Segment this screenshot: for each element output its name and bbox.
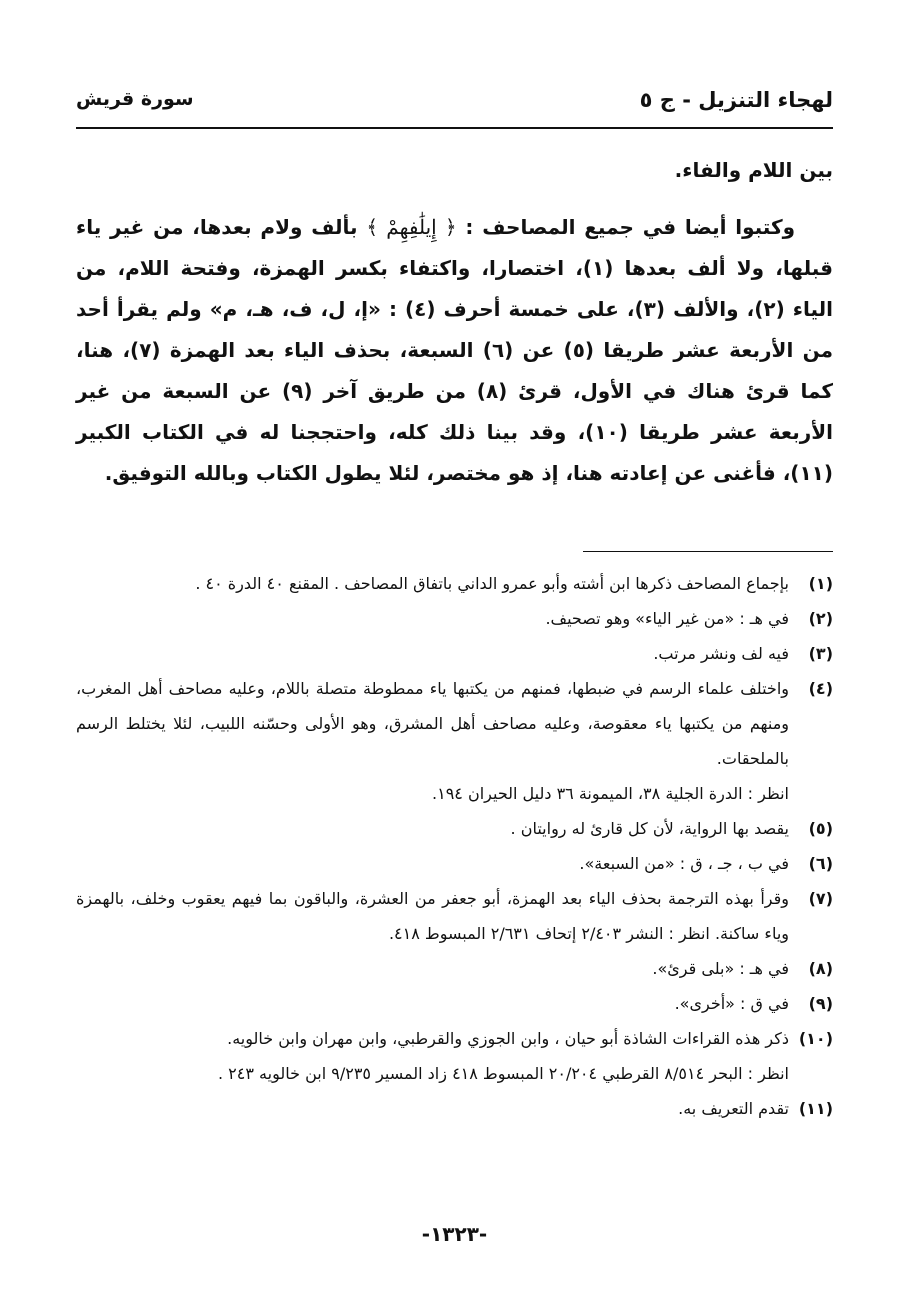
- paragraph-2-rest: بألف ولام بعدها، من غير ياء قبلها، ولا ألف بعدها (١)، اختصارا، واكتفاء بكسر الهمزة، وفتحة اللام، من الياء (٢)، والألف (٣)، على خمسة أحرف (٤) : «إ، ل، ف، هـ، م» ولم يقرأ أحد من الأربعة عشر طريقا (٥) عن (٦) السبعة، بحذف الياء بعد الهمزة (٧)، هنا، كما قرئ هناك في الأول، قرئ (٨) من طريق آخر (٩) عن السبعة من غير الأربعة عشر طريقا (١٠)، وقد بينا ذلك كله، واحتججنا له في الكتاب الكبير (١١)، فأغنى عن إعادته هنا، إذ هو مختصر، لئلا يطول الكتاب وبالله التوفيق.: [76, 215, 833, 485]
- footnote-7: [76, 881, 833, 951]
- footnote-text: واختلف علماء الرسم في ضبطها، فمنهم من يكتبها ياء ممطوطة متصلة باللام، وعليه مصاحف أهل المغرب، ومنهم من يكتبها ياء معقوصة، وعليه مصاحف أهل المشرق، وهو الأولى وحسّنه اللبيب، لئلا يختلط الرسم بالملحقات.: [76, 679, 789, 768]
- footnote-number: (٢): [808, 609, 833, 628]
- footnote-9: [76, 986, 833, 1021]
- footnote-number: (٨): [808, 959, 833, 978]
- footnote-2: [76, 601, 833, 636]
- footnote-text: في هـ : «من غير الياء» وهو تصحيف.: [545, 609, 789, 628]
- footnote-number: (٦): [808, 854, 833, 873]
- footnote-10-reference: انظر : البحر ٨/٥١٤ القرطبي ٢٠/٢٠٤ المبسوط ٤١٨ زاد المسير ٩/٢٣٥ ابن خالويه ٢٤٣ .: [218, 1064, 789, 1083]
- footnote-number: (١): [808, 574, 833, 593]
- paragraph-2-lead: وكتبوا أيضا في جميع المصاحف :: [456, 215, 796, 239]
- footnote-number: (٩): [808, 994, 833, 1013]
- footnote-4-reference: انظر : الدرة الجلية ٣٨، الميمونة ٣٦ دليل الحيران ١٩٤.: [432, 784, 789, 803]
- quran-word: ﴿ إِيلَٰفِهِمْ ﴾: [366, 215, 457, 239]
- footnote-text: في ب ، جـ ، ق : «من السبعة».: [579, 854, 789, 873]
- footnote-number: (٤): [808, 679, 833, 698]
- footnote-text: ذكر هذه القراءات الشاذة أبو حيان ، وابن الجوزي والقرطبي، وابن مهران وابن خالويه.: [227, 1029, 789, 1048]
- footnote-number: (٧): [808, 889, 833, 908]
- footnote-10: [76, 1021, 833, 1056]
- footnote-text: وقرأ بهذه الترجمة بحذف الياء بعد الهمزة، أبو جعفر من العشرة، والباقون بما فيهم يعقوب وخلف، بالهمزة وياء ساكنة. انظر : النشر ٢/٤٠٣ إتحاف ٢/٦٣١ المبسوط ٤١٨.: [76, 889, 789, 943]
- footnote-text: تقدم التعريف به.: [678, 1099, 789, 1118]
- footnote-1: [76, 566, 833, 601]
- header-divider: [76, 127, 833, 129]
- main-text: [76, 150, 833, 494]
- footnote-4: [76, 671, 833, 776]
- footnote-text: في ق : «أخرى».: [674, 994, 789, 1013]
- footnote-number: (١١): [798, 1099, 833, 1118]
- footnote-text: فيه لف ونشر مرتب.: [653, 644, 789, 663]
- footnote-11: [76, 1091, 833, 1126]
- footnote-5: [76, 811, 833, 846]
- footnote-8: [76, 951, 833, 986]
- footnote-number: (٣): [808, 644, 833, 663]
- paragraph-1: بين اللام والفاء.: [674, 158, 833, 182]
- footnote-number: (١٠): [798, 1029, 833, 1048]
- header-book-title: لهجاء التنزيل - ج ٥: [639, 88, 833, 112]
- footnotes: [76, 566, 833, 1126]
- footnote-divider: [583, 551, 833, 552]
- footnote-text: في هـ : «بلى قرئ».: [652, 959, 789, 978]
- header-surah-name: سورة قريش: [76, 88, 194, 110]
- running-header: [76, 82, 833, 120]
- footnote-3: [76, 636, 833, 671]
- paragraph-2: [76, 207, 833, 494]
- footnote-number: (٥): [808, 819, 833, 838]
- footnote-text: يقصد بها الرواية، لأن كل قارئ له روايتان .: [510, 819, 789, 838]
- page-number: -١٣٢٣-: [421, 1222, 488, 1246]
- footnote-6: [76, 846, 833, 881]
- footnote-text: بإجماع المصاحف ذكرها ابن أشته وأبو عمرو الداني باتفاق المصاحف . المقنع ٤٠ الدرة ٤٠ .: [195, 574, 789, 593]
